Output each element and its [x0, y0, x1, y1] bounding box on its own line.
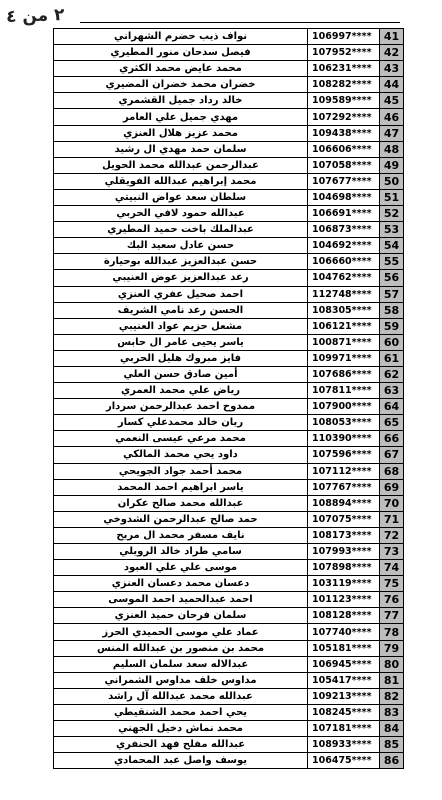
id-cell: 107740**** — [308, 624, 380, 640]
table-row — [54, 238, 404, 254]
table-row — [54, 560, 404, 576]
roster-body — [54, 29, 404, 769]
name-cell: احمد عبدالحميد احمد الموسى — [54, 592, 308, 608]
row-number-cell: 55 — [380, 254, 404, 270]
row-number-cell: 85 — [380, 737, 404, 753]
id-cell: 106660**** — [308, 254, 380, 270]
id-cell: 106231**** — [308, 61, 380, 77]
table-row — [54, 753, 404, 769]
id-cell: 108053**** — [308, 415, 380, 431]
table-row — [54, 45, 404, 61]
table-row — [54, 173, 404, 189]
row-number-cell: 43 — [380, 61, 404, 77]
id-cell: 107993**** — [308, 544, 380, 560]
row-number-cell: 46 — [380, 109, 404, 125]
id-cell: 109213**** — [308, 688, 380, 704]
id-cell: 108305**** — [308, 302, 380, 318]
table-row — [54, 415, 404, 431]
name-cell: ممدوح احمد عبدالرحمن سردار — [54, 399, 308, 415]
name-cell: عبدالرحمن عبدالله محمد الحويل — [54, 157, 308, 173]
id-cell: 108282**** — [308, 77, 380, 93]
row-number-cell: 50 — [380, 173, 404, 189]
roster-table — [53, 28, 404, 769]
row-number-cell: 41 — [380, 29, 404, 45]
id-cell: 107596**** — [308, 447, 380, 463]
table-row — [54, 463, 404, 479]
table-row — [54, 141, 404, 157]
id-cell: 108894**** — [308, 495, 380, 511]
id-cell: 107952**** — [308, 45, 380, 61]
table-row — [54, 189, 404, 205]
name-cell: حمد صالح عبدالرحمن الشدوخي — [54, 511, 308, 527]
table-row — [54, 399, 404, 415]
id-cell: 106997**** — [308, 29, 380, 45]
name-cell: محمد إبراهيم عبدالله الفويقلي — [54, 173, 308, 189]
name-cell: محمد عايض محمد الكثري — [54, 61, 308, 77]
row-number-cell: 72 — [380, 527, 404, 543]
row-number-cell: 51 — [380, 189, 404, 205]
id-cell: 107677**** — [308, 173, 380, 189]
row-number-cell: 47 — [380, 125, 404, 141]
row-number-cell: 71 — [380, 511, 404, 527]
name-cell: ياسر ابراهيم احمد المحمد — [54, 479, 308, 495]
row-number-cell: 53 — [380, 222, 404, 238]
id-cell: 107898**** — [308, 560, 380, 576]
id-cell: 109971**** — [308, 350, 380, 366]
table-row — [54, 544, 404, 560]
row-number-cell: 61 — [380, 350, 404, 366]
id-cell: 107767**** — [308, 479, 380, 495]
table-row — [54, 688, 404, 704]
row-number-cell: 81 — [380, 672, 404, 688]
row-number-cell: 69 — [380, 479, 404, 495]
name-cell: محمد أحمد جواد الجويحي — [54, 463, 308, 479]
row-number-cell: 66 — [380, 431, 404, 447]
name-cell: ريان خالد محمدعلي كسار — [54, 415, 308, 431]
name-cell: يوسف واصل عبد المحمادي — [54, 753, 308, 769]
page-number: ٢ من ٤ — [5, 4, 65, 28]
name-cell: يحي احمد محمد الشنقيطي — [54, 704, 308, 720]
id-cell: 108245**** — [308, 704, 380, 720]
name-cell: عبدالله محمد صالح عكران — [54, 495, 308, 511]
table-row — [54, 157, 404, 173]
name-cell: مشعل حزيم عواد العنيبي — [54, 318, 308, 334]
id-cell: 106873**** — [308, 222, 380, 238]
row-number-cell: 82 — [380, 688, 404, 704]
table-row — [54, 206, 404, 222]
table-row — [54, 447, 404, 463]
table-row — [54, 286, 404, 302]
table-row — [54, 61, 404, 77]
id-cell: 107686**** — [308, 366, 380, 382]
name-cell: حسن عبدالعزيز عبدالله بوحيارة — [54, 254, 308, 270]
name-cell: خالد رداد جميل القشمري — [54, 93, 308, 109]
id-cell: 105417**** — [308, 672, 380, 688]
table-row — [54, 495, 404, 511]
row-number-cell: 62 — [380, 366, 404, 382]
top-rule — [80, 22, 400, 23]
row-number-cell: 45 — [380, 93, 404, 109]
row-number-cell: 83 — [380, 704, 404, 720]
row-number-cell: 65 — [380, 415, 404, 431]
table-row — [54, 302, 404, 318]
table-row — [54, 737, 404, 753]
row-number-cell: 86 — [380, 753, 404, 769]
table-row — [54, 334, 404, 350]
table-row — [54, 93, 404, 109]
row-number-cell: 64 — [380, 399, 404, 415]
table-row — [54, 366, 404, 382]
id-cell: 104692**** — [308, 238, 380, 254]
table-row — [54, 640, 404, 656]
name-cell: رياض علي محمد العمري — [54, 383, 308, 399]
row-number-cell: 60 — [380, 334, 404, 350]
table-row — [54, 383, 404, 399]
id-cell: 100871**** — [308, 334, 380, 350]
id-cell: 106606**** — [308, 141, 380, 157]
name-cell: سلمان حمد مهدي ال رشيد — [54, 141, 308, 157]
name-cell: أمين صادق حسن العلي — [54, 366, 308, 382]
id-cell: 103119**** — [308, 576, 380, 592]
row-number-cell: 75 — [380, 576, 404, 592]
id-cell: 104762**** — [308, 270, 380, 286]
table-row — [54, 721, 404, 737]
table-row — [54, 624, 404, 640]
name-cell: محمد نماش دخيل الجهني — [54, 721, 308, 737]
table-row — [54, 576, 404, 592]
table-row — [54, 704, 404, 720]
table-row — [54, 608, 404, 624]
name-cell: احمد صحيل عفري العنزي — [54, 286, 308, 302]
id-cell: 107058**** — [308, 157, 380, 173]
name-cell: عماد علي موسى الحميدي الحرز — [54, 624, 308, 640]
id-cell: 106945**** — [308, 656, 380, 672]
name-cell: فايز مبروك هليل الحربي — [54, 350, 308, 366]
id-cell: 107292**** — [308, 109, 380, 125]
name-cell: نايف مسفر محمد ال مريح — [54, 527, 308, 543]
id-cell: 107811**** — [308, 383, 380, 399]
table-row — [54, 511, 404, 527]
table-row — [54, 318, 404, 334]
id-cell: 106691**** — [308, 206, 380, 222]
row-number-cell: 84 — [380, 721, 404, 737]
table-row — [54, 527, 404, 543]
id-cell: 107181**** — [308, 721, 380, 737]
row-number-cell: 59 — [380, 318, 404, 334]
name-cell: عبدالاله سعد سلمان السليم — [54, 656, 308, 672]
row-number-cell: 58 — [380, 302, 404, 318]
id-cell: 101123**** — [308, 592, 380, 608]
row-number-cell: 74 — [380, 560, 404, 576]
row-number-cell: 70 — [380, 495, 404, 511]
table-row — [54, 656, 404, 672]
table-row — [54, 350, 404, 366]
name-cell: رعد عبدالعزيز عوض العنيبي — [54, 270, 308, 286]
name-cell: داود يحي محمد المالكي — [54, 447, 308, 463]
table-row — [54, 431, 404, 447]
table-row — [54, 222, 404, 238]
id-cell: 108128**** — [308, 608, 380, 624]
id-cell: 109589**** — [308, 93, 380, 109]
id-cell: 106475**** — [308, 753, 380, 769]
id-cell: 106121**** — [308, 318, 380, 334]
table-row — [54, 125, 404, 141]
row-number-cell: 49 — [380, 157, 404, 173]
name-cell: سامي طراد خالد الرويلي — [54, 544, 308, 560]
row-number-cell: 67 — [380, 447, 404, 463]
table-row — [54, 270, 404, 286]
name-cell: دعسان محمد دعسان العنزي — [54, 576, 308, 592]
id-cell: 107112**** — [308, 463, 380, 479]
name-cell: عبدالله حمود لافي الحربي — [54, 206, 308, 222]
name-cell: ياسر يحيى عامر ال حابس — [54, 334, 308, 350]
name-cell: سلمان فرحان حميد العنزي — [54, 608, 308, 624]
row-number-cell: 78 — [380, 624, 404, 640]
row-number-cell: 79 — [380, 640, 404, 656]
row-number-cell: 57 — [380, 286, 404, 302]
row-number-cell: 44 — [380, 77, 404, 93]
name-cell: محمد عزيز هلال العنزي — [54, 125, 308, 141]
name-cell: خضران محمد خضران المضيري — [54, 77, 308, 93]
name-cell: سلطان سعد عواض النبيتي — [54, 189, 308, 205]
row-number-cell: 80 — [380, 656, 404, 672]
name-cell: عبدالملك باخت حميد المطيري — [54, 222, 308, 238]
table-row — [54, 254, 404, 270]
table-row — [54, 77, 404, 93]
row-number-cell: 42 — [380, 45, 404, 61]
row-number-cell: 52 — [380, 206, 404, 222]
id-cell: 109438**** — [308, 125, 380, 141]
table-row — [54, 592, 404, 608]
name-cell: حسن عادل سعيد البك — [54, 238, 308, 254]
id-cell: 112748**** — [308, 286, 380, 302]
id-cell: 107075**** — [308, 511, 380, 527]
table-row — [54, 109, 404, 125]
row-number-cell: 68 — [380, 463, 404, 479]
id-cell: 107900**** — [308, 399, 380, 415]
row-number-cell: 76 — [380, 592, 404, 608]
row-number-cell: 48 — [380, 141, 404, 157]
name-cell: محمد بن منصور بن عبدالله المنس — [54, 640, 308, 656]
name-cell: محمد مرعي عيسى النعمي — [54, 431, 308, 447]
id-cell: 108933**** — [308, 737, 380, 753]
name-cell: عبدالله محمد عبدالله آل راشد — [54, 688, 308, 704]
row-number-cell: 73 — [380, 544, 404, 560]
id-cell: 104698**** — [308, 189, 380, 205]
name-cell: مهدي جميل علي العامر — [54, 109, 308, 125]
id-cell: 108173**** — [308, 527, 380, 543]
name-cell: عبدالله مفلح فهد الحنفري — [54, 737, 308, 753]
name-cell: مداوس خلف مداوس الشمراني — [54, 672, 308, 688]
table-row — [54, 29, 404, 45]
id-cell: 110390**** — [308, 431, 380, 447]
table-row — [54, 479, 404, 495]
name-cell: نواف ذيب حضرم الشهراني — [54, 29, 308, 45]
row-number-cell: 54 — [380, 238, 404, 254]
id-cell: 105181**** — [308, 640, 380, 656]
name-cell: موسى علي علي العبود — [54, 560, 308, 576]
row-number-cell: 56 — [380, 270, 404, 286]
row-number-cell: 63 — [380, 383, 404, 399]
name-cell: الحسن رعد نامي الشريف — [54, 302, 308, 318]
table-row — [54, 672, 404, 688]
name-cell: فيصل سدحان منور المطيري — [54, 45, 308, 61]
row-number-cell: 77 — [380, 608, 404, 624]
